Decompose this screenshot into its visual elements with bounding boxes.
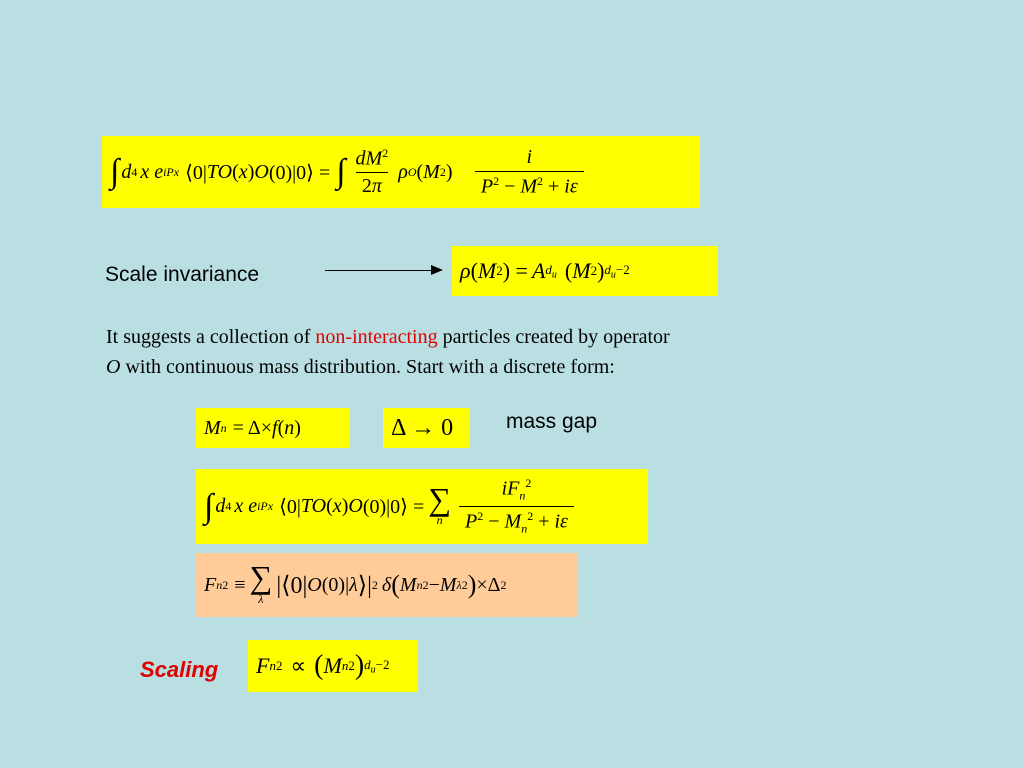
mass-gap-label: mass gap [506, 410, 598, 433]
paragraph-line-2: O with continuous mass distribution. Start with a discrete form: [106, 356, 615, 378]
scaling-label: Scaling [140, 657, 219, 682]
equation-discrete-sum: ∫ d 4 x e iPx ⟨0| TO ( x ) O (0)|0⟩ = ∑ n $\frac{iF_n^2}{P^2 - M_n^2 + i\varepsilon}$ [196, 469, 648, 544]
equation-scale-invariant-density: ρ ( M 2 ) = A $d_u$ ( M 2 ) $d_u-2$ [452, 246, 718, 296]
equation-discrete-mass: M n = Δ× f ( n ) [196, 408, 350, 448]
equation-coupling-definition: F n 2 ≡ ∑ λ |⟨0| O (0)| λ ⟩| 2 δ ( M n 2 − M λ 2 ) ×Δ 2 [196, 553, 578, 617]
equation-delta-limit: Δ → 0 [383, 408, 470, 448]
explanation-paragraph [106, 322, 670, 382]
arrow-line [325, 270, 432, 271]
equation-scaling: F n 2 ∝ ( M n 2 ) $d_u-2$ [248, 640, 418, 692]
arrow-icon [431, 265, 443, 275]
non-interacting-highlight: non-interacting [315, 326, 438, 348]
paragraph-line-1: It suggests a collection of non-interacting particles created by operator [106, 326, 670, 348]
equation-spectral-integral: ∫ d 4 x e iPx ⟨0| TO ( x ) O (0)|0⟩ = ∫ $\frac{dM^2}{2\pi}$ ρ O ( M 2 ) $\frac{i}{P^2 - M^2 + i\varepsilon}$ [102, 136, 700, 208]
scale-invariance-label: Scale invariance [105, 263, 260, 286]
